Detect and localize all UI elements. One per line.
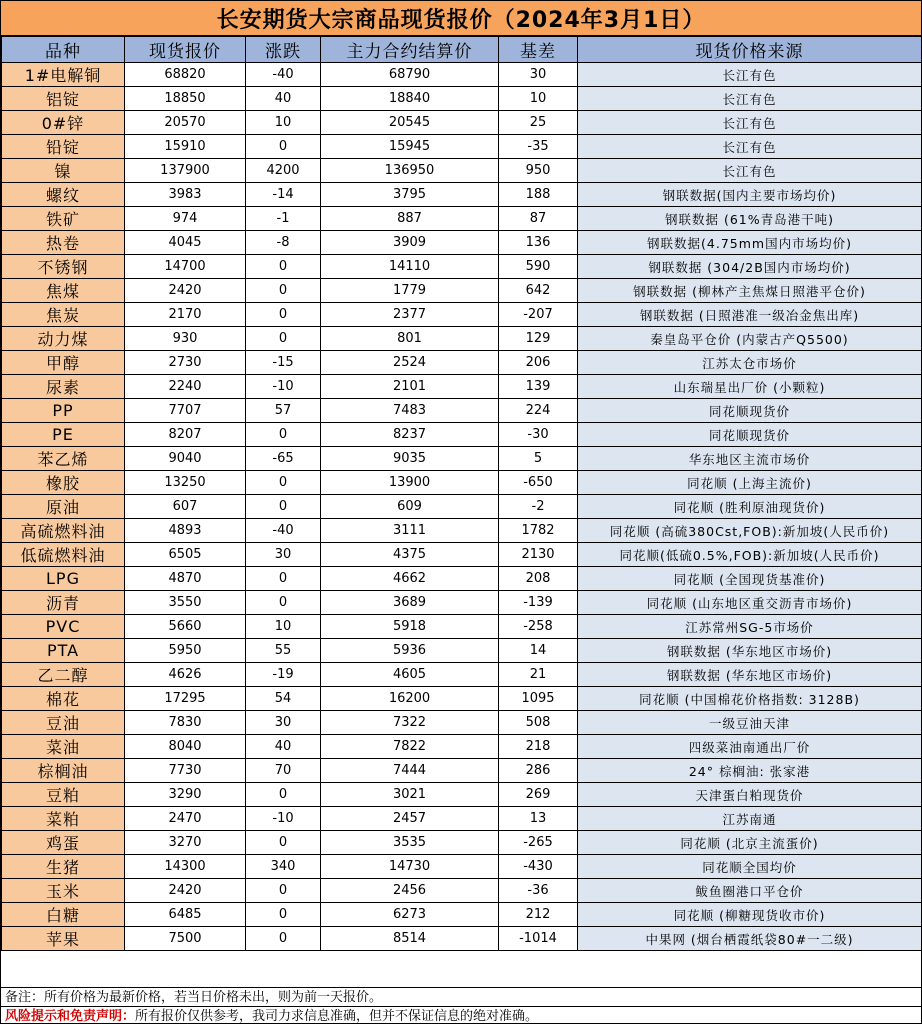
cell-name: 铁矿 — [2, 207, 125, 231]
cell-name: 乙二醇 — [2, 663, 125, 687]
cell-name: 低硫燃料油 — [2, 543, 125, 567]
cell-settle: 887 — [321, 207, 499, 231]
cell-name: 苯乙烯 — [2, 447, 125, 471]
cell-source: 华东地区主流市场价 — [578, 447, 922, 471]
header-basis: 基差 — [499, 37, 578, 63]
cell-name: 鸡蛋 — [2, 831, 125, 855]
table-row — [2, 303, 922, 327]
cell-name: 1#电解铜 — [2, 63, 125, 87]
cell-basis: 188 — [499, 183, 578, 207]
cell-spot: 8040 — [125, 735, 246, 759]
table-row — [2, 351, 922, 375]
cell-source: 长江有色 — [578, 135, 922, 159]
table-row — [2, 807, 922, 831]
cell-change: 0 — [246, 255, 321, 279]
cell-source: 同花顺 (中国棉花价格指数: 3128B) — [578, 687, 922, 711]
cell-change: 57 — [246, 399, 321, 423]
table-row — [2, 255, 922, 279]
cell-name: 不锈钢 — [2, 255, 125, 279]
header-settle: 主力合约结算价 — [321, 37, 499, 63]
table-row — [2, 879, 922, 903]
cell-change: 0 — [246, 783, 321, 807]
table-row — [2, 447, 922, 471]
cell-settle: 16200 — [321, 687, 499, 711]
cell-basis: -139 — [499, 591, 578, 615]
cell-change: -40 — [246, 63, 321, 87]
cell-spot: 6505 — [125, 543, 246, 567]
cell-basis: -36 — [499, 879, 578, 903]
cell-name: 0#锌 — [2, 111, 125, 135]
cell-basis: 590 — [499, 255, 578, 279]
cell-spot: 3983 — [125, 183, 246, 207]
cell-source: 同花顺(低硫0.5%,FOB):新加坡(人民币价) — [578, 543, 922, 567]
table-row — [2, 927, 922, 951]
cell-settle: 8514 — [321, 927, 499, 951]
cell-source: 钢联数据 (华东地区市场价) — [578, 663, 922, 687]
table-row — [2, 135, 922, 159]
cell-spot: 17295 — [125, 687, 246, 711]
table-row — [2, 543, 922, 567]
cell-settle: 2456 — [321, 879, 499, 903]
cell-change: -40 — [246, 519, 321, 543]
cell-source: 山东瑞星出厂价 (小颗粒) — [578, 375, 922, 399]
cell-name: 棉花 — [2, 687, 125, 711]
table-row — [2, 663, 922, 687]
cell-basis: 269 — [499, 783, 578, 807]
cell-name: 高硫燃料油 — [2, 519, 125, 543]
cell-settle: 3795 — [321, 183, 499, 207]
cell-spot: 7830 — [125, 711, 246, 735]
cell-basis: 1095 — [499, 687, 578, 711]
cell-spot: 14700 — [125, 255, 246, 279]
table-row — [2, 159, 922, 183]
cell-settle: 3909 — [321, 231, 499, 255]
cell-change: -65 — [246, 447, 321, 471]
cell-change: -8 — [246, 231, 321, 255]
cell-basis: -650 — [499, 471, 578, 495]
cell-spot: 4893 — [125, 519, 246, 543]
cell-spot: 4626 — [125, 663, 246, 687]
cell-spot: 2240 — [125, 375, 246, 399]
cell-spot: 3290 — [125, 783, 246, 807]
cell-settle: 7822 — [321, 735, 499, 759]
cell-settle: 1779 — [321, 279, 499, 303]
table-row — [2, 495, 922, 519]
cell-spot: 7730 — [125, 759, 246, 783]
cell-source: 江苏常州SG-5市场价 — [578, 615, 922, 639]
table-row — [2, 231, 922, 255]
cell-settle: 7444 — [321, 759, 499, 783]
cell-name: 尿素 — [2, 375, 125, 399]
table-row — [2, 111, 922, 135]
cell-basis: -30 — [499, 423, 578, 447]
cell-basis: 139 — [499, 375, 578, 399]
cell-settle: 4605 — [321, 663, 499, 687]
cell-settle: 3689 — [321, 591, 499, 615]
cell-change: -10 — [246, 375, 321, 399]
cell-source: 四级菜油南通出厂价 — [578, 735, 922, 759]
cell-source: 同花顺现货价 — [578, 399, 922, 423]
cell-change: -14 — [246, 183, 321, 207]
cell-settle: 20545 — [321, 111, 499, 135]
cell-settle: 18840 — [321, 87, 499, 111]
cell-settle: 5918 — [321, 615, 499, 639]
cell-basis: -258 — [499, 615, 578, 639]
cell-settle: 3111 — [321, 519, 499, 543]
footer-disclaimer — [1, 1006, 921, 1025]
cell-basis: -2 — [499, 495, 578, 519]
cell-change: 0 — [246, 327, 321, 351]
table-row — [2, 207, 922, 231]
cell-source: 钢联数据(4.75mm国内市场均价) — [578, 231, 922, 255]
cell-basis: -207 — [499, 303, 578, 327]
cell-spot: 7707 — [125, 399, 246, 423]
header-source: 现货价格来源 — [578, 37, 922, 63]
cell-name: 生猪 — [2, 855, 125, 879]
cell-name: 焦炭 — [2, 303, 125, 327]
cell-change: 0 — [246, 471, 321, 495]
cell-spot: 2420 — [125, 879, 246, 903]
cell-source: 同花顺现货价 — [578, 423, 922, 447]
cell-change: 30 — [246, 543, 321, 567]
cell-basis: 218 — [499, 735, 578, 759]
cell-name: LPG — [2, 567, 125, 591]
cell-basis: 30 — [499, 63, 578, 87]
cell-name: 镍 — [2, 159, 125, 183]
cell-change: -15 — [246, 351, 321, 375]
cell-basis: 2130 — [499, 543, 578, 567]
cell-settle: 3021 — [321, 783, 499, 807]
disclaimer-label: 风险提示和免责声明： — [5, 1009, 136, 1024]
cell-source: 秦皇岛平仓价 (内蒙古产Q5500) — [578, 327, 922, 351]
cell-source: 同花顺 (高硫380Cst,FOB):新加坡(人民币价) — [578, 519, 922, 543]
cell-settle: 7322 — [321, 711, 499, 735]
cell-change: 0 — [246, 423, 321, 447]
cell-settle: 14730 — [321, 855, 499, 879]
cell-settle: 4375 — [321, 543, 499, 567]
cell-spot: 13250 — [125, 471, 246, 495]
cell-basis: 1782 — [499, 519, 578, 543]
cell-name: PP — [2, 399, 125, 423]
page-title: 长安期货大宗商品现货报价（2024年3月1日） — [1, 1, 921, 36]
cell-source: 钢联数据 (华东地区市场价) — [578, 639, 922, 663]
cell-basis: 87 — [499, 207, 578, 231]
cell-settle: 2377 — [321, 303, 499, 327]
cell-name: 动力煤 — [2, 327, 125, 351]
cell-source: 长江有色 — [578, 159, 922, 183]
cell-settle: 6273 — [321, 903, 499, 927]
cell-source: 同花顺 (北京主流蛋价) — [578, 831, 922, 855]
cell-name: 菜粕 — [2, 807, 125, 831]
cell-name: 沥青 — [2, 591, 125, 615]
cell-name: 热卷 — [2, 231, 125, 255]
price-table — [1, 36, 922, 951]
cell-change: 0 — [246, 591, 321, 615]
cell-source: 钢联数据 (柳林产主焦煤日照港平仓价) — [578, 279, 922, 303]
cell-settle: 8237 — [321, 423, 499, 447]
table-row — [2, 711, 922, 735]
cell-spot: 68820 — [125, 63, 246, 87]
cell-basis: 642 — [499, 279, 578, 303]
table-row — [2, 591, 922, 615]
cell-spot: 18850 — [125, 87, 246, 111]
cell-name: 原油 — [2, 495, 125, 519]
cell-basis: 25 — [499, 111, 578, 135]
cell-change: 70 — [246, 759, 321, 783]
cell-settle: 3535 — [321, 831, 499, 855]
table-row — [2, 327, 922, 351]
cell-source: 长江有色 — [578, 111, 922, 135]
cell-change: 40 — [246, 735, 321, 759]
cell-source: 江苏南通 — [578, 807, 922, 831]
cell-settle: 68790 — [321, 63, 499, 87]
cell-source: 天津蛋白粕现货价 — [578, 783, 922, 807]
cell-spot: 137900 — [125, 159, 246, 183]
cell-spot: 9040 — [125, 447, 246, 471]
cell-change: 55 — [246, 639, 321, 663]
cell-basis: 212 — [499, 903, 578, 927]
cell-change: 340 — [246, 855, 321, 879]
cell-spot: 20570 — [125, 111, 246, 135]
cell-name: 铝锭 — [2, 87, 125, 111]
cell-basis: 208 — [499, 567, 578, 591]
cell-name: PE — [2, 423, 125, 447]
cell-source: 鲅鱼圈港口平仓价 — [578, 879, 922, 903]
cell-settle: 9035 — [321, 447, 499, 471]
cell-change: 0 — [246, 135, 321, 159]
cell-change: 0 — [246, 903, 321, 927]
table-row — [2, 399, 922, 423]
table-body — [2, 63, 922, 951]
table-row — [2, 831, 922, 855]
cell-source: 钢联数据 (304/2B国内市场均价) — [578, 255, 922, 279]
table-row — [2, 519, 922, 543]
cell-change: 0 — [246, 279, 321, 303]
table-row — [2, 279, 922, 303]
cell-spot: 14300 — [125, 855, 246, 879]
cell-settle: 14110 — [321, 255, 499, 279]
cell-change: 0 — [246, 495, 321, 519]
table-row — [2, 759, 922, 783]
cell-name: 铅锭 — [2, 135, 125, 159]
cell-spot: 2730 — [125, 351, 246, 375]
cell-spot: 2170 — [125, 303, 246, 327]
cell-basis: -1014 — [499, 927, 578, 951]
table-row — [2, 87, 922, 111]
cell-settle: 13900 — [321, 471, 499, 495]
cell-source: 长江有色 — [578, 87, 922, 111]
cell-settle: 2457 — [321, 807, 499, 831]
header-name: 品种 — [2, 37, 125, 63]
cell-basis: 206 — [499, 351, 578, 375]
disclaimer-text: 所有报价仅供参考，我司力求信息准确，但并不保证信息的绝对准确。 — [135, 1009, 539, 1024]
cell-name: 菜油 — [2, 735, 125, 759]
table-row — [2, 423, 922, 447]
cell-source: 江苏太仓市场价 — [578, 351, 922, 375]
cell-change: 4200 — [246, 159, 321, 183]
cell-basis: -265 — [499, 831, 578, 855]
cell-change: 0 — [246, 879, 321, 903]
cell-settle: 2524 — [321, 351, 499, 375]
cell-change: 54 — [246, 687, 321, 711]
cell-source: 同花顺 (山东地区重交沥青市场价) — [578, 591, 922, 615]
cell-source: 同花顺 (全国现货基准价) — [578, 567, 922, 591]
cell-source: 中果网 (烟台栖霞纸袋80#一二级) — [578, 927, 922, 951]
cell-name: 螺纹 — [2, 183, 125, 207]
table-row — [2, 783, 922, 807]
cell-name: 焦煤 — [2, 279, 125, 303]
cell-spot: 3550 — [125, 591, 246, 615]
cell-name: 橡胶 — [2, 471, 125, 495]
cell-spot: 2420 — [125, 279, 246, 303]
header-change: 涨跌 — [246, 37, 321, 63]
cell-basis: 10 — [499, 87, 578, 111]
cell-basis: 5 — [499, 447, 578, 471]
cell-change: 10 — [246, 111, 321, 135]
table-row — [2, 735, 922, 759]
cell-basis: -430 — [499, 855, 578, 879]
table-row — [2, 615, 922, 639]
cell-source: 同花顺 (上海主流价) — [578, 471, 922, 495]
cell-settle: 609 — [321, 495, 499, 519]
cell-basis: 21 — [499, 663, 578, 687]
cell-source: 24° 棕榈油: 张家港 — [578, 759, 922, 783]
cell-basis: 136 — [499, 231, 578, 255]
cell-spot: 3270 — [125, 831, 246, 855]
cell-basis: 14 — [499, 639, 578, 663]
cell-spot: 974 — [125, 207, 246, 231]
cell-settle: 2101 — [321, 375, 499, 399]
cell-spot: 2470 — [125, 807, 246, 831]
cell-change: -19 — [246, 663, 321, 687]
cell-change: 0 — [246, 303, 321, 327]
cell-source: 同花顺 (柳糖现货收市价) — [578, 903, 922, 927]
cell-basis: -35 — [499, 135, 578, 159]
cell-name: 玉米 — [2, 879, 125, 903]
cell-basis: 950 — [499, 159, 578, 183]
cell-spot: 607 — [125, 495, 246, 519]
cell-change: 40 — [246, 87, 321, 111]
cell-spot: 7500 — [125, 927, 246, 951]
cell-name: PTA — [2, 639, 125, 663]
cell-spot: 6485 — [125, 903, 246, 927]
cell-change: -10 — [246, 807, 321, 831]
cell-change: 10 — [246, 615, 321, 639]
header-spot: 现货报价 — [125, 37, 246, 63]
cell-spot: 8207 — [125, 423, 246, 447]
table-row — [2, 639, 922, 663]
cell-change: 0 — [246, 567, 321, 591]
cell-name: 苹果 — [2, 927, 125, 951]
cell-change: 30 — [246, 711, 321, 735]
cell-name: 豆油 — [2, 711, 125, 735]
table-row — [2, 903, 922, 927]
cell-settle: 4662 — [321, 567, 499, 591]
cell-source: 钢联数据 (日照港准一级冶金焦出库) — [578, 303, 922, 327]
cell-basis: 129 — [499, 327, 578, 351]
cell-settle: 7483 — [321, 399, 499, 423]
cell-basis: 224 — [499, 399, 578, 423]
cell-spot: 5660 — [125, 615, 246, 639]
cell-source: 钢联数据(国内主要市场均价) — [578, 183, 922, 207]
cell-change: 0 — [246, 927, 321, 951]
table-row — [2, 375, 922, 399]
cell-settle: 136950 — [321, 159, 499, 183]
cell-basis: 13 — [499, 807, 578, 831]
cell-name: 甲醇 — [2, 351, 125, 375]
cell-spot: 15910 — [125, 135, 246, 159]
cell-name: PVC — [2, 615, 125, 639]
cell-source: 长江有色 — [578, 63, 922, 87]
cell-name: 豆粕 — [2, 783, 125, 807]
cell-settle: 5936 — [321, 639, 499, 663]
cell-spot: 4870 — [125, 567, 246, 591]
cell-change: -1 — [246, 207, 321, 231]
cell-source: 同花顺 (胜利原油现货价) — [578, 495, 922, 519]
cell-change: 0 — [246, 831, 321, 855]
cell-source: 钢联数据 (61%青岛港干吨) — [578, 207, 922, 231]
cell-source: 同花顺全国均价 — [578, 855, 922, 879]
cell-spot: 5950 — [125, 639, 246, 663]
cell-spot: 4045 — [125, 231, 246, 255]
cell-settle: 801 — [321, 327, 499, 351]
cell-spot: 930 — [125, 327, 246, 351]
cell-name: 白糖 — [2, 903, 125, 927]
table-row — [2, 855, 922, 879]
cell-settle: 15945 — [321, 135, 499, 159]
table-row — [2, 567, 922, 591]
table-header-row — [2, 37, 922, 63]
table-row — [2, 63, 922, 87]
table-row — [2, 471, 922, 495]
table-row — [2, 183, 922, 207]
cell-basis: 286 — [499, 759, 578, 783]
cell-basis: 508 — [499, 711, 578, 735]
cell-name: 棕榈油 — [2, 759, 125, 783]
table-row — [2, 687, 922, 711]
footer-note: 备注：所有价格为最新价格，若当日价格未出，则为前一天报价。 — [1, 987, 921, 1006]
cell-source: 一级豆油天津 — [578, 711, 922, 735]
